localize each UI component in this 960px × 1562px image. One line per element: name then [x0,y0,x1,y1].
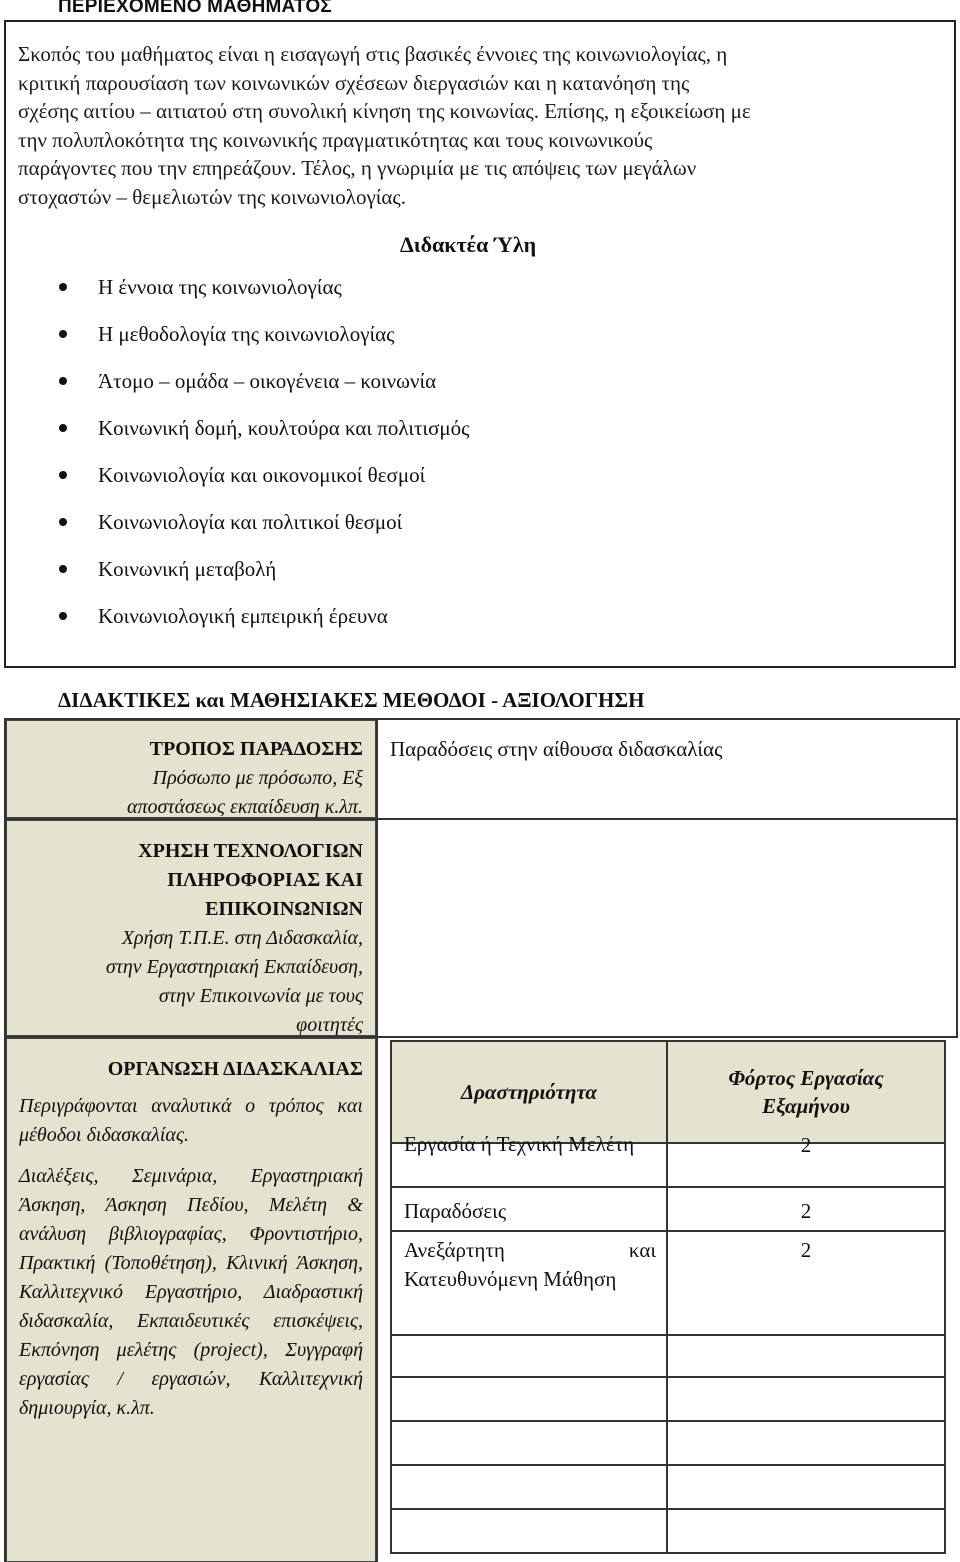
bullet-icon [59,377,67,385]
organization-label-cell [6,1038,376,1562]
bullet-icon [59,612,67,620]
content-title: Διδακτέα Ύλη [400,232,537,257]
topic-label: Κοινωνιολογία και οικονομικοί θεσμοί [98,463,426,487]
table-row [390,1230,668,1336]
table-row [390,1508,668,1554]
description-line: στοχαστών – θεμελιωτών της κοινωνιολογίας. [18,184,406,209]
activity-table [390,1040,946,1556]
workload-cell: 2 [800,1133,812,1157]
delivery-label-cell [6,720,376,818]
table-right-border [956,718,958,1036]
delivery-hint: αποστάσεως εκπαίδευση κ.λπ. [127,796,363,818]
table-divider [376,718,378,1562]
methods-section-title: ΔΙΔΑΚΤΙΚΕΣ και ΜΑΘΗΣΙΑΚΕΣ ΜΕΘΟΔΟΙ - ΑΞΙΟΛΟΓΗΣΗ [58,688,645,712]
workload-cell: 2 [800,1199,812,1223]
list-item [56,411,469,458]
ict-label: ΠΛΗΡΟΦΟΡΙΑΣ ΚΑΙ [167,869,363,891]
topic-label: Κοινωνιολογία και πολιτικοί θεσμοί [98,510,403,534]
table-row [390,1464,668,1510]
activity-header [390,1040,668,1144]
table-row [666,1508,946,1554]
workload-cell: 2 [800,1238,812,1262]
ict-hint: στην Εργαστηριακή Εκπαίδευση, [105,956,363,978]
topic-label: Η έννοια της κοινωνιολογίας [98,275,342,299]
table-row [666,1186,946,1232]
topic-label: Κοινωνική μεταβολή [98,557,277,581]
organization-hint: Περιγράφονται αναλυτικά ο τρόπος και μέθοδοι διδασκαλίας. [19,1095,363,1146]
list-item [56,270,469,317]
delivery-value: Παραδόσεις στην αίθουσα διδασκαλίας [390,737,723,761]
list-item [56,458,469,505]
table-row [666,1230,946,1336]
activity-cell: Εργασία ή Τεχνική Μελέτη [404,1132,635,1156]
bullet-icon [59,283,67,291]
organization-label: ΟΡΓΑΝΩΣΗ ΔΙΔΑΣΚΑΛΙΑΣ [107,1058,363,1080]
list-item [56,317,469,364]
bullet-icon [59,471,67,479]
topic-label: Κοινωνιολογική εμπειρική έρευνα [98,604,388,628]
table-row [666,1133,946,1188]
bullet-icon [59,424,67,432]
section-title-content: ΠΕΡΙΕΧΟΜΕΝΟ ΜΑΘΗΜΑΤΟΣ [58,0,332,17]
delivery-hint: Πρόσωπο με πρόσωπο, Εξ [152,767,363,789]
topic-label: Η μεθοδολογία της κοινωνιολογίας [98,322,395,346]
bullet-icon [59,565,67,573]
activity-cell: Ανεξάρτητη και Κατευθυνόμενη Μάθηση [404,1238,656,1291]
table-row [390,1132,668,1188]
topics-list [56,270,469,646]
list-item [56,599,469,646]
bullet-icon [59,518,67,526]
description-line: παράγοντες που την επηρεάζουν. Τέλος, η γνωριμία με τις απόψεις των μεγάλων [18,156,697,181]
ict-label-cell [6,820,376,1036]
ict-label: ΧΡΗΣΗ ΤΕΧΝΟΛΟΓΙΩΝ [138,840,363,862]
table-row [390,1420,668,1466]
description-line: σχέσης αιτίου – αιτιατού στη συνολική κίνηση της κοινωνίας. Επίσης, η εξοικείωση με [18,99,751,124]
table-row [666,1334,946,1378]
table-row [666,1420,946,1466]
description-line: κριτική παρουσίαση των κοινωνικών σχέσεων διεργασιών και η κατανόηση της [18,70,690,95]
description-line: Σκοπός του μαθήματος είναι η εισαγωγή στις βασικές έννοιες της κοινωνιολογίας, η [18,42,728,66]
delivery-label: ΤΡΟΠΟΣ ΠΑΡΑΔΟΣΗΣ [149,738,363,760]
table-row [666,1376,946,1422]
ict-hint: φοιτητές [296,1014,363,1036]
table-row [390,1186,668,1232]
course-description [18,40,948,212]
activity-header-label: Δραστηριότητα [460,1080,598,1104]
bullet-icon [59,330,67,338]
organization-hint: Διαλέξεις, Σεμινάρια, Εργαστηριακή Άσκηση, Άσκηση Πεδίου, Μελέτη & ανάλυση βιβλιογραφίας, Φροντιστήριο, Πρακτική (Τοποθέτηση), Κλινική Άσκηση, Καλλιτεχνικό Εργαστήριο, Διαδραστική διδασκαλία, Εκπαιδευτικές επισκέψεις, Εκπόνηση μελέτης (project), Συγγραφή εργασίας / εργασιών, Καλλιτεχνική δημιουργία, κ.λπ. [19,1165,363,1419]
ict-hint: Χρήση Τ.Π.Ε. στη Διδασκαλία, [121,927,363,949]
ict-label: ΕΠΙΚΟΙΝΩΝΙΩΝ [205,898,363,920]
table-row [666,1464,946,1510]
topic-label: Κοινωνική δομή, κουλτούρα και πολιτισμός [98,416,470,440]
ict-hint: στην Επικοινωνία με τους [158,985,363,1007]
description-line: την πολυπλοκότητα της κοινωνικής πραγματικότητας και τους κοινωνικούς [18,127,653,152]
list-item [56,505,469,552]
table-row [390,1334,668,1378]
table-row [390,1376,668,1422]
activity-cell: Παραδόσεις [404,1199,507,1223]
workload-header-label: Φόρτος Εργασίας Εξαμήνου [728,1066,884,1118]
workload-header [666,1040,946,1144]
topic-label: Άτομο – ομάδα – οικογένεια – κοινωνία [98,369,437,393]
list-item [56,552,469,599]
list-item [56,364,469,411]
